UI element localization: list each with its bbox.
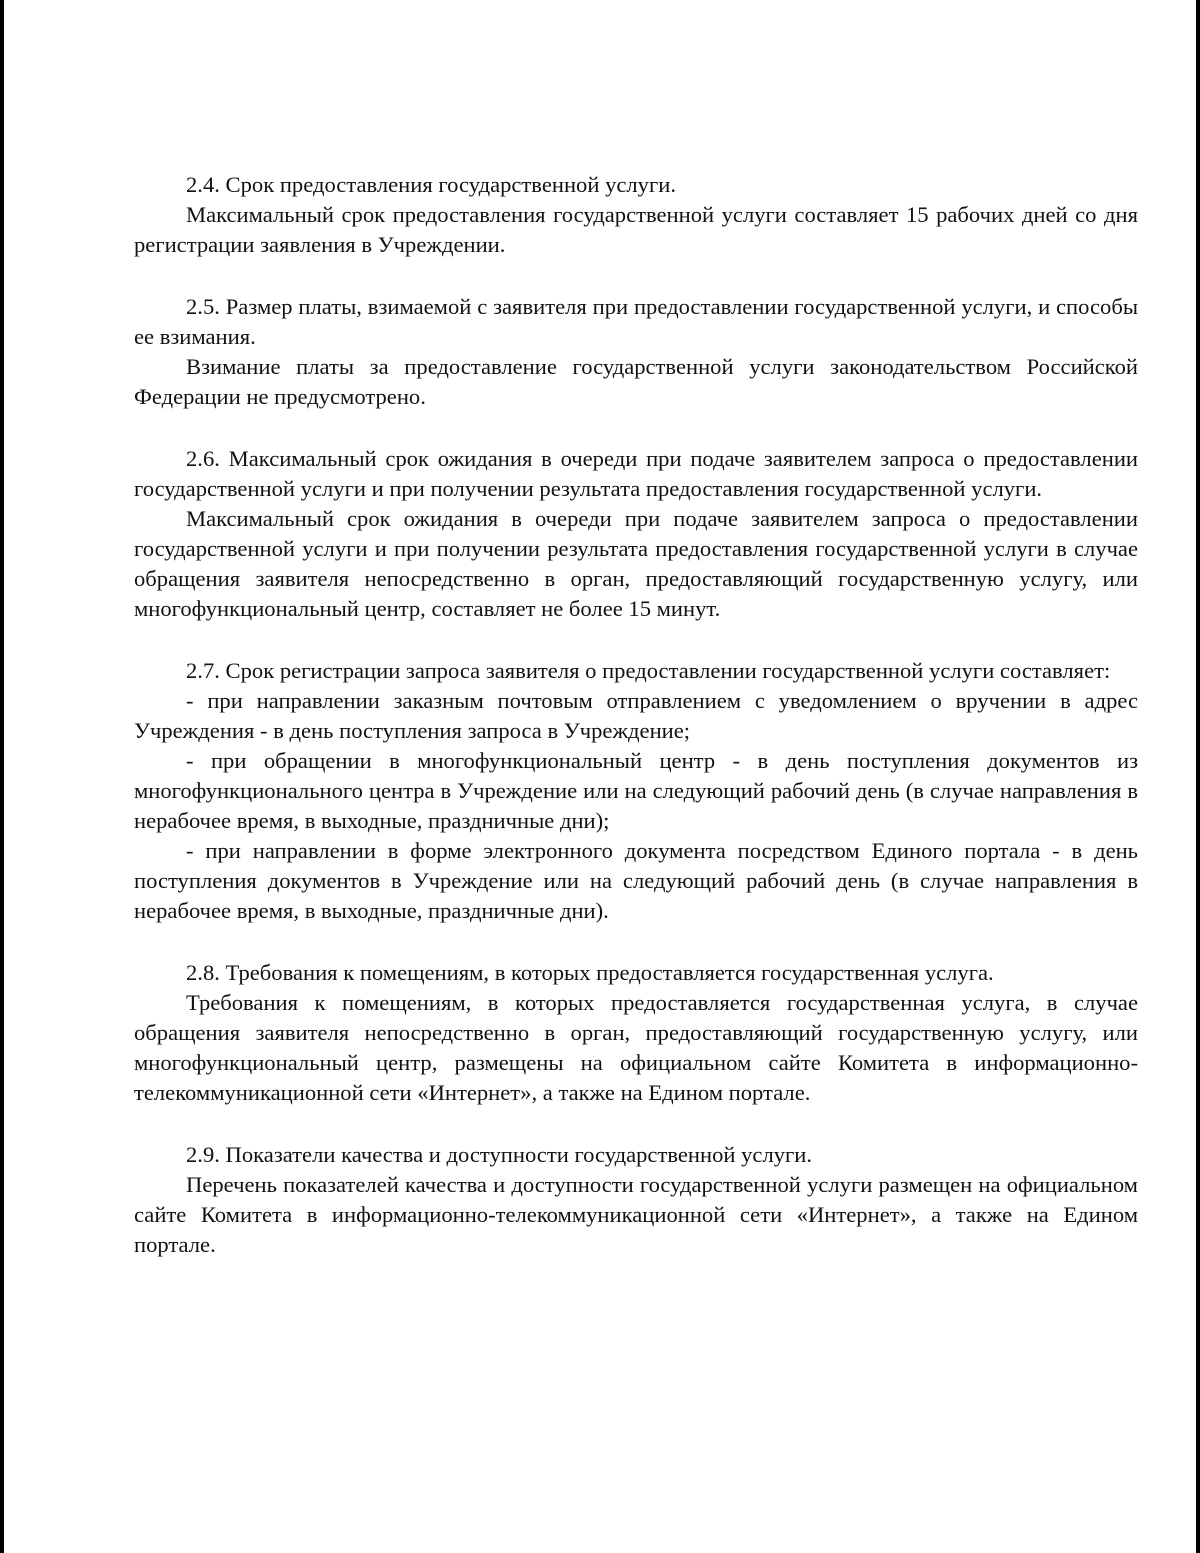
section-paragraph: Перечень показателей качества и доступности государственной услуги размещен на официальном сайте Комитета в информационно-телекоммуникационной сети «Интернет», а также на Едином портале.	[134, 1172, 1138, 1257]
section-2-7	[134, 656, 1138, 926]
list-item: - при направлении в форме электронного документа посредством Единого портала - в день поступления документов в Учреждение или на следующий рабочий день (в случае направления в нерабочее время, в выходные, праздничные дни).	[134, 838, 1138, 923]
list-item: - при обращении в многофункциональный центр - в день поступления документов из многофункционального центра в Учреждение или на следующий рабочий день (в случае направления в нерабочее время, в выходные, праздничные дни);	[134, 748, 1138, 833]
section-paragraph: Максимальный срок ожидания в очереди при подаче заявителем запроса о предоставлении государственной услуги и при получении результата предоставления государственной услуги в случае обращения заявителя непосредственно в орган, предоставляющий государственную услугу, или многофункциональный центр, составляет не более 15 минут.	[134, 506, 1138, 621]
section-heading: 2.7. Срок регистрации запроса заявителя о предоставлении государственной услуги составляет:	[186, 658, 1111, 683]
list-item: - при направлении заказным почтовым отправлением с уведомлением о вручении в адрес Учреждения - в день поступления запроса в Учреждение;	[134, 688, 1138, 743]
section-2-9	[134, 1140, 1138, 1260]
section-heading: 2.5. Размер платы, взимаемой с заявителя при предоставлении государственной услуги, и способы ее взимания.	[134, 294, 1138, 349]
section-heading: 2.8. Требования к помещениям, в которых предоставляется государственная услуга.	[186, 960, 994, 985]
scan-border-left	[0, 0, 4, 1553]
section-paragraph: Требования к помещениям, в которых предоставляется государственная услуга, в случае обращения заявителя непосредственно в орган, предоставляющий государственную услугу, или многофункциональный центр, размещены на официальном сайте Комитета в информационно-телекоммуникационной сети «Интернет», а также на Едином портале.	[134, 990, 1138, 1105]
section-2-8	[134, 958, 1138, 1108]
section-2-5	[134, 292, 1138, 412]
section-paragraph: Максимальный срок предоставления государственной услуги составляет 15 рабочих дней со дня регистрации заявления в Учреждении.	[134, 202, 1138, 257]
section-2-6	[134, 444, 1138, 624]
section-heading: 2.9. Показатели качества и доступности государственной услуги.	[186, 1142, 813, 1167]
document-body	[134, 170, 1138, 1292]
section-2-4	[134, 170, 1138, 260]
scan-border-right	[1196, 0, 1200, 1553]
section-heading: 2.6. Максимальный срок ожидания в очереди при подаче заявителем запроса о предоставлении государственной услуги и при получении результата предоставления государственной услуги.	[134, 446, 1138, 501]
section-paragraph: Взимание платы за предоставление государственной услуги законодательством Российской Федерации не предусмотрено.	[134, 354, 1138, 409]
section-heading: 2.4. Срок предоставления государственной услуги.	[186, 172, 676, 197]
